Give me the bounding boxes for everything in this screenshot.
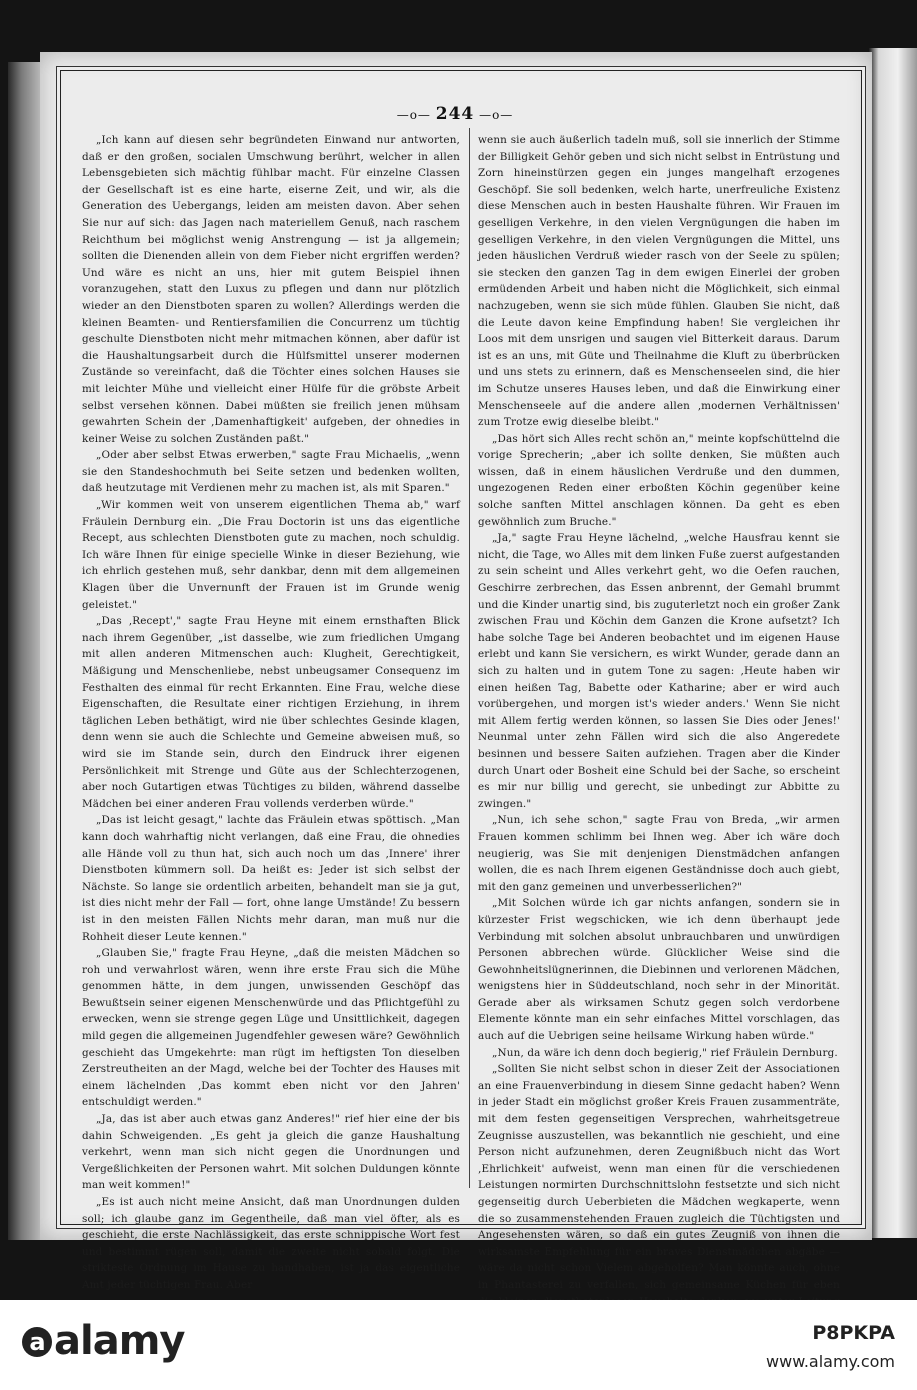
paragraph: „Sollten Sie nicht selbst schon in dieser Zeit der Associationen an eine Frauenverbindung in diesem Sinne gedacht haben? Wenn in jeder Stadt ein möglichst großer Kreis Frauen zusammenträte, mit dem festen gegenseitigen Versprechen, wahrheitsgetreue Zeugnisse auszustellen, was bekanntlich nie geschieht, und eine Person nicht aufzunehmen, deren Zeugnißbuch nicht das Wort ‚Ehrlichkeit' aufweist, wenn man einen für die verschiedenen Leistungen normirten Durchschnittslohn festsetzte und sich nicht gegenseitig durch Ueberbieten die Mädchen wegkaperte, wenn die so zusammenstehenden Frauen zugleich die Tüchtigsten und Angesehensten wären, so daß ein gutes Zeugniß von ihnen die wirksamste Empfehlung für ein braves Dienstmädchen abgäbe — wäre da nicht schon Vielem abgeholfen? Man könnte auch, ohne in Phantasterei zu verfallen, sich gemeinsame Küchen für eben: [478, 1063, 840, 1291]
paragraph: „Ja," sagte Frau Heyne lächelnd, „welche Hausfrau kennt sie nicht, die Tage, wo Alles mit dem linken Fuße zuerst aufgestanden zu sein scheint und Alles verkehrt geht, wo die Oefen rauchen, Geschirre zerbrechen, das Essen anbrennt, der Gemahl brummt und die Kinder unartig sind, bis zuguterletzt noch ein großer Zank zwischen Frau und Köchin dem Ganzen die Krone aufsetzt? Ich habe solche Tage bei Anderen beobachtet und im eigenen Hause erlebt und kann Sie versichern, es wirkt Wunder, gerade dann an sich zu halten und in gutem Tone zu sagen: ‚Heute haben wir einen heißen Tag, Babette oder Katharine; aber er wird auch vorübergehen, und morgen ist's wieder anders.' Wenn Sie nicht mit Allem fertig werden können, so lassen Sie Dies oder Jenes!' Neunmal unter zehn Fällen wird sich die also Angeredete besinnen und bessere Saiten aufziehen. Tragen aber die Kinder durch Unart oder Bosheit eine Schuld bei der Sache, so erscheint es mir nur billig und gerecht, sie unbedingt zur Abbitte zu zwingen.": [478, 532, 840, 810]
paragraph: „Das ‚Recept'," sagte Frau Heyne mit einem ernsthaften Blick nach ihrem Gegenüber, „ist dasselbe, wie zum friedlichen Umgang mit allen anderen Mitmenschen auch: Klugheit, Gerechtigkeit, Mäßigung und Menschenliebe, nebst unbeugsamer Consequenz im Festhalten des einmal für recht Erkannten. Eine Frau, welche diese Eigenschaften, die Resultate einer richtigen Erziehung, in ihrem täglichen Leben bethätigt, wird nie über schlechtes Gesinde klagen, denn wenn sie auch die Schlechte und Gemeine abweisen muß, so wird sie im Stande sein, durch den Eindruck ihrer eigenen Persönlichkeit mit Strenge und Güte aus der Schlechterzogenen, aber noch Gutartigen etwas Tüchtiges zu bilden, während dasselbe Mädchen bei einer anderen Frau vollends verderben würde.": [82, 615, 460, 810]
left-column: [82, 132, 460, 1294]
paragraph: „Das hört sich Alles recht schön an," meinte kopfschüttelnd die vorige Sprecherin; „aber ich sollte denken, Sie müßten auch wissen, daß in einem häuslichen Verdruße und den dummen, ungezogenen Reden einer erboßten Köchin gegenüber keine solche sanften Mittel anschlagen können. Da geht es eben gewöhnlich zum Bruche.": [478, 432, 840, 528]
alamy-logo-text: alamy: [54, 1318, 185, 1364]
paragraph: „Nun, ich sehe schon," sagte Frau von Breda, „wir armen Frauen kommen schlimm bei Ihnen weg. Aber ich wäre doch neugierig, was Sie mit denjenigen Dienstmädchen anfangen wollen, die es nach Ihrem eigenen Geständnisse doch auch giebt, mit den ganz gemeinen und unverbesserlichen?": [478, 814, 840, 893]
book-page-edges: [869, 48, 917, 1238]
image-id: P8PKPA: [812, 1322, 895, 1344]
paragraph: wenn sie auch äußerlich tadeln muß, soll sie innerlich der Stimme der Billigkeit Gehör geben und sich nicht selbst in Entrüstung und Zorn hineinstürzen gegen ein junges mangelhaft erzogenes Geschöpf. Sie soll bedenken, welch harte, unerfreuliche Existenz diese Menschen auch in besten Haushalte führen. Wir Frauen im geselligen Verkehre, in den vielen Vergnügungen die haben im geselligen Verkehre, in den vielen Vergnügungen die Mittel, uns jeden häuslichen Verdruß wieder rasch von der Seele zu spülen; sie stecken den ganzen Tag in dem ewigen Einerlei der groben ermüdenden Arbeit und haben nicht die Möglichkeit, sich einmal nachzugeben, wenn sie sich müde fühlen. Glauben Sie nicht, daß die Leute davon keine Empfindung haben! Sie vergleichen ihr Loos mit dem unsrigen und saugen viel Bitterkeit daraus. Darum ist es an uns, mit Güte und Theilnahme die Kluft zu überbrücken und uns stets zu erinnern, daß es Menschenseelen sind, die hier im Schutze unseres Hauses leben, und daß die Einwirkung einer Menschenseele auf die andere allen ‚modernen Verhältnissen' zum Trotze ewig dieselbe bleibt.": [478, 134, 840, 429]
site-url: www.alamy.com: [766, 1352, 895, 1371]
paragraph: „Oder aber selbst Etwas erwerben," sagte Frau Michaelis, „wenn sie den Standeshochmuth bei Seite setzen und bedenken wollten, daß heutzutage mit Verdienen mehr zu machen ist, als mit Sparen.": [82, 449, 460, 495]
paragraph: „Ja, das ist aber auch etwas ganz Anderes!" rief hier eine der bis dahin Schweigenden. „Es geht ja gleich die ganze Haushaltung verkehrt, wenn man sich nicht gegen die Unordnungen und Vergeßlichkeiten der Personen wahrt. Mit solchen Duldungen könnte man weit kommen!": [82, 1113, 460, 1192]
right-column: [478, 132, 840, 1343]
paragraph: „Das ist leicht gesagt," lachte das Fräulein etwas spöttisch. „Man kann doch wahrhaftig nicht verlangen, daß eine Frau, die ohnedies alle Hände voll zu thun hat, sich auch noch um das ‚Innere' ihrer Dienstboten kümmern soll. Da heißt es: Jeder ist sich selbst der Nächste. So lange sie ordentlich arbeiten, behandelt man sie ja gut, ist dies nicht mehr der Fall — fort, ohne lange Umstände! Zu bessern ist in den meisten Fällen Nichts mehr daran, man muß nur die Rohheit dieser Leute kennen.": [82, 814, 460, 943]
alamy-logo: [22, 1318, 184, 1364]
column-divider: [469, 128, 470, 1188]
paragraph: „Ich kann auf diesen sehr begründeten Einwand nur antworten, daß er den großen, socialen Umschwung berührt, welcher in allen Lebensgebieten sich mächtig fühlbar macht. Für einzelne Classen der Gesellschaft ist es eine harte, eiserne Zeit, und wir, als die Generation des Uebergangs, leiden am meisten davon. Aber sehen Sie nur auf sich: das Jagen nach materiellem Genuß, nach raschem Reichthum bei möglichst wenig Anstrengung — ist ja allgemein; sollten die Dienenden allein von dem Fieber nicht ergriffen werden? Und wäre es nicht an uns, hier mit gutem Beispiel ihnen voranzugehen, statt den Luxus zu pflegen und dann nur plötzlich wieder an den Dienstboten sparen zu wollen? Allerdings werden die kleinen Beamten- und Rentiersfamilien die Concurrenz um tüchtig geschulte Dienstboten nicht mehr mitmachen können, aber dafür ist die Haushaltungsarbeit durch die Hülfsmittel unserer modernen Zustände so vereinfacht, daß die Töchter eines solchen Hauses sie mit leichter Mühe und vielleicht einer Hülfe für die gröbste Arbeit selbst versehen können. Dabei müßten sie freilich jenen mühsam gewahrten Schein der ‚Damenhaftigkeit' aufgeben, der ohnedies in keiner Weise zu solchen Zuständen paßt.": [82, 134, 460, 445]
paragraph: „Es ist auch nicht meine Ansicht, daß man Unordnungen dulden soll; ich glaube ganz im Gegentheile, daß man viel öfter, als es geschieht, die erste Nachlässigkeit, das erste schnippische Wort fest und bestimmt rügen soll, damit die zweite nicht sobald folgt. Die strikteste Ordnung im Hause zu handhaben, ist ja das eigentliche Amt jeder tüchtigen Frau. Aber: [82, 1196, 460, 1291]
book-spine-edge: [8, 62, 42, 1240]
paragraph: „Mit Solchen würde ich gar nichts anfangen, sondern sie in kürzester Frist wegschicken, wie ich denn überhaupt jede Verbindung mit solchen absolut unbrauchbaren und unwürdigen Personen abbrechen würde. Glücklicher Weise sind die Gewohnheitslügnerinnen, die Diebinnen und verlorenen Mädchen, wenigstens hier in Süddeutschland, noch sehr in der Minorität. Gerade aber als wirksamen Schutz gegen solch verdorbene Elemente könnte man ein sehr einfaches Mittel vorschlagen, das auch auf die Uebrigen seine heilsame Wirkung haben würde.": [478, 897, 840, 1043]
alamy-logo-icon: a: [22, 1327, 52, 1357]
page-number: —o— 244 —o—: [395, 104, 515, 124]
paragraph: „Glauben Sie," fragte Frau Heyne, „daß die meisten Mädchen so roh und verwahrlost wären, wenn ihre erste Frau sich die Mühe genommen hätte, in dem jungen, unwissenden Geschöpf das Bewußtsein seiner eigenen Menschenwürde und das Pflichtgefühl zu erwecken, wenn sie strenge gegen Lüge und Unsittlichkeit, dagegen mild gegen die allgemeinen Jugendfehler gewesen wäre? Gewöhnlich geschieht das Umgekehrte: man rügt im heftigsten Ton dieselben Zerstreutheiten an der Magd, welche bei der Tochter des Hauses mit einem lächelnden ‚Das kommt eben nicht vor den Jahren' entschuldigt werden.": [82, 947, 460, 1109]
paragraph: „Nun, da wäre ich denn doch begierig," rief Fräulein Dernburg.: [492, 1046, 838, 1059]
paragraph: „Wir kommen weit von unserem eigentlichen Thema ab," warf Fräulein Dernburg ein. „Die Frau Doctorin ist uns das eigentliche Recept, aus schlechten Dienstboten gute zu machen, noch schuldig. Ich wäre Ihnen für einige specielle Winke in dieser Beziehung, wie ich ehrlich gestehen muß, sehr dankbar, denn mit dem allgemeinen Klagen über die Unvernunft der Frauen ist im Grunde wenig geleistet.": [82, 499, 460, 611]
